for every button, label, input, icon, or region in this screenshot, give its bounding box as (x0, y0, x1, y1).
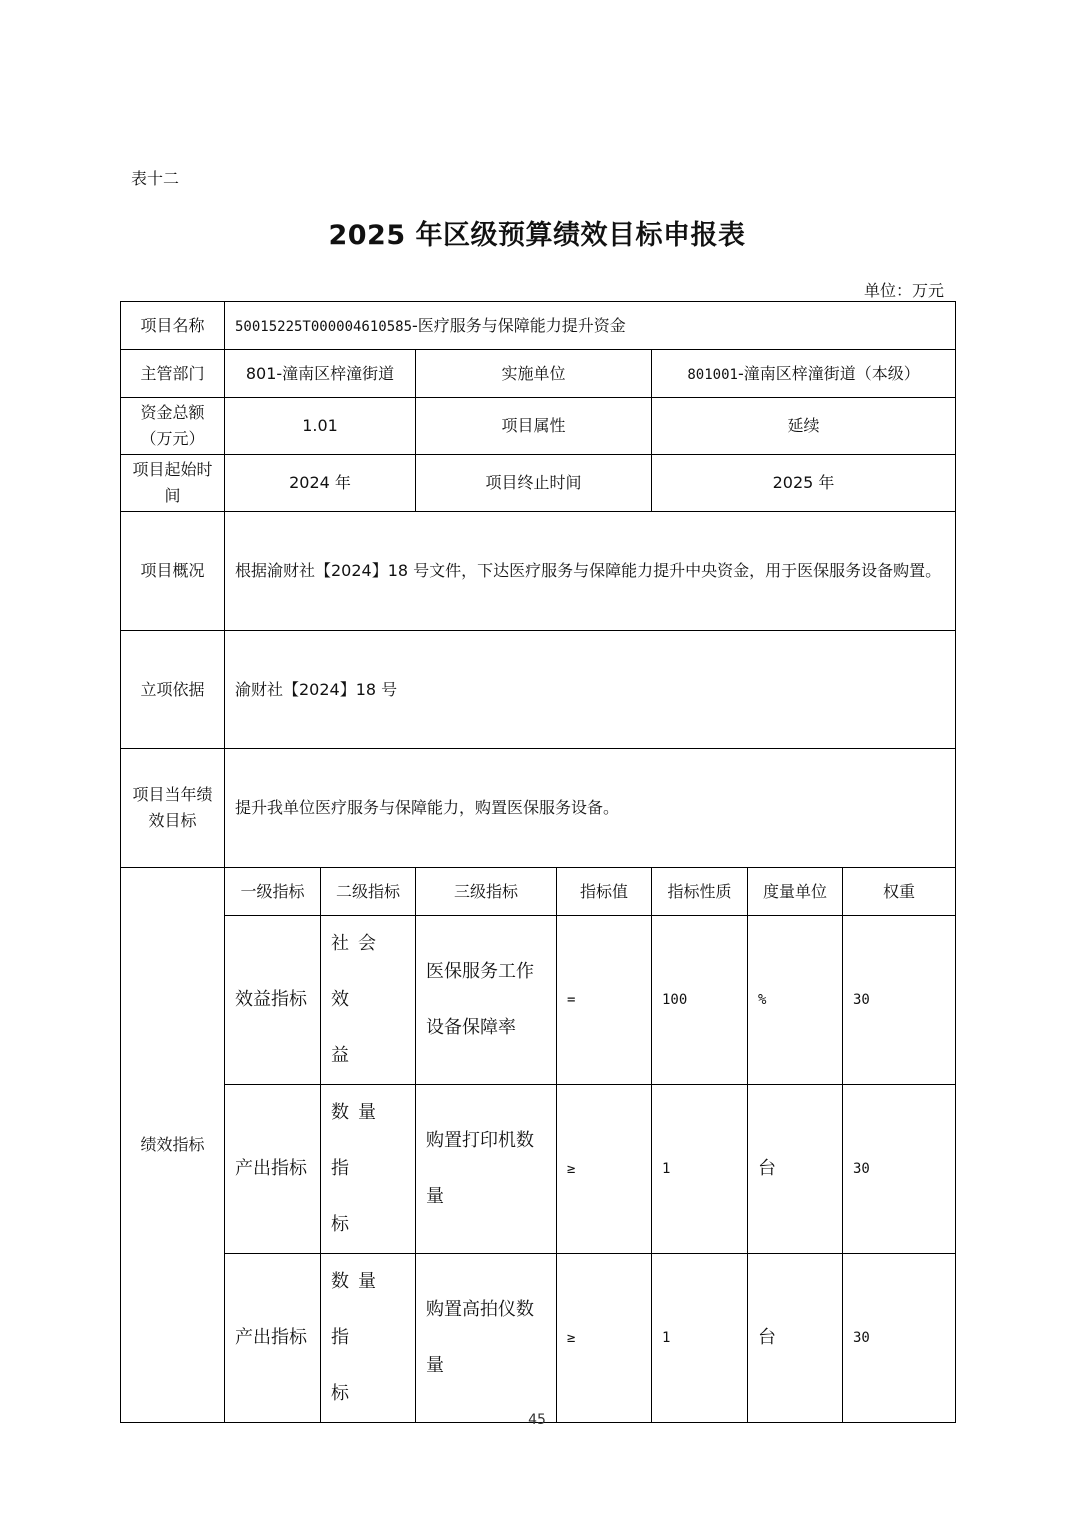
indicator-level2 (321, 916, 416, 1085)
header-level1: 一级指标 (225, 868, 321, 916)
overview-value: 根据渝财社【2024】18 号文件，下达医疗服务与保障能力提升中央资金，用于医保服务设备购置。 (225, 512, 956, 631)
implementing-unit-value (652, 350, 956, 398)
header-weight: 权重 (843, 868, 956, 916)
indicator-level2 (321, 1254, 416, 1423)
indicator-weight: 30 (843, 1254, 956, 1423)
period-row (121, 455, 956, 512)
goal-label-line2: 效目标 (148, 811, 197, 830)
indicators-section-label: 绩效指标 (121, 868, 225, 1423)
indicator-weight: 30 (843, 916, 956, 1085)
department-value: 801-潼南区梓潼街道 (225, 350, 416, 398)
project-name-row (121, 302, 956, 350)
indicator-level2-line2: 益 (331, 1045, 358, 1066)
fund-label-line1: 资金总额 (140, 403, 205, 423)
header-level3: 三级指标 (416, 868, 557, 916)
start-time-label-line1: 项目起始时 (132, 460, 213, 480)
indicator-value: = (557, 916, 652, 1085)
header-level2: 二级指标 (321, 868, 416, 916)
indicator-nature: 100 (652, 916, 748, 1085)
goal-row (121, 749, 956, 868)
budget-performance-table (120, 301, 956, 1423)
indicator-nature: 1 (652, 1254, 748, 1423)
project-code: 50015225T000004610585 (235, 318, 413, 335)
fund-label (121, 398, 225, 455)
table-row (121, 916, 956, 1085)
indicator-unit: 台 (748, 1085, 843, 1254)
indicator-level3-line2: 量 (426, 1186, 444, 1207)
unit-note: 单位：万元 (863, 281, 944, 300)
department-row (121, 350, 956, 398)
indicator-level2 (321, 1085, 416, 1254)
table-row (121, 1085, 956, 1254)
project-name-text: -医疗服务与保障能力提升资金 (412, 315, 626, 335)
indicator-level1: 产出指标 (225, 1254, 321, 1423)
basis-row (121, 631, 956, 749)
indicator-level2-line1: 数量指 (331, 1102, 385, 1179)
project-attribute-value: 延续 (652, 398, 956, 455)
table-label: 表十二 (131, 169, 180, 188)
fund-row (121, 398, 956, 455)
indicator-level1: 产出指标 (225, 1085, 321, 1254)
end-time-value: 2025 年 (652, 455, 956, 512)
basis-label: 立项依据 (121, 631, 225, 749)
indicator-value: ≥ (557, 1085, 652, 1254)
indicator-level2-line2: 标 (331, 1383, 358, 1404)
indicator-value: ≥ (557, 1254, 652, 1423)
header-unit: 度量单位 (748, 868, 843, 916)
indicator-level3-line1: 购置打印机数 (426, 1130, 534, 1151)
start-time-label-line2: 间 (164, 486, 181, 505)
implementing-unit-text: -潼南区梓潼街道（本级） (737, 363, 920, 383)
start-time-label (121, 455, 225, 512)
page-number: 45 (528, 1412, 546, 1428)
goal-label-line1: 项目当年绩 (132, 785, 213, 805)
overview-label: 项目概况 (121, 512, 225, 631)
project-attribute-label: 项目属性 (416, 398, 652, 455)
indicator-unit: % (748, 916, 843, 1085)
indicator-level1: 效益指标 (225, 916, 321, 1085)
indicator-level2-line2: 标 (331, 1214, 358, 1235)
indicator-nature: 1 (652, 1085, 748, 1254)
end-time-label: 项目终止时间 (416, 455, 652, 512)
indicator-weight: 30 (843, 1085, 956, 1254)
header-value: 指标值 (557, 868, 652, 916)
indicator-level2-line1: 社会效 (331, 933, 385, 1010)
project-name-label: 项目名称 (121, 302, 225, 350)
indicator-level3 (416, 916, 557, 1085)
indicator-level3-line2: 量 (426, 1355, 444, 1376)
indicator-level2-line1: 数量指 (331, 1271, 385, 1348)
goal-value: 提升我单位医疗服务与保障能力，购置医保服务设备。 (225, 749, 956, 868)
overview-row (121, 512, 956, 631)
indicator-level3 (416, 1085, 557, 1254)
document-title: 2025 年区级预算绩效目标申报表 (328, 220, 746, 251)
indicator-header-row (121, 868, 956, 916)
table-row (121, 1254, 956, 1423)
indicator-level3 (416, 1254, 557, 1423)
indicator-level3-line1: 购置高拍仪数 (426, 1299, 534, 1320)
implementing-unit-code: 801001 (687, 366, 738, 383)
fund-value: 1.01 (225, 398, 416, 455)
basis-value: 渝财社【2024】18 号 (225, 631, 956, 749)
fund-label-line2: （万元） (140, 429, 205, 448)
department-label: 主管部门 (121, 350, 225, 398)
indicator-unit: 台 (748, 1254, 843, 1423)
start-time-value: 2024 年 (225, 455, 416, 512)
indicator-level3-line2: 设备保障率 (426, 1017, 516, 1038)
goal-label (121, 749, 225, 868)
project-name-value (225, 302, 956, 350)
implementing-unit-label: 实施单位 (416, 350, 652, 398)
header-nature: 指标性质 (652, 868, 748, 916)
indicator-level3-line1: 医保服务工作 (426, 961, 534, 982)
